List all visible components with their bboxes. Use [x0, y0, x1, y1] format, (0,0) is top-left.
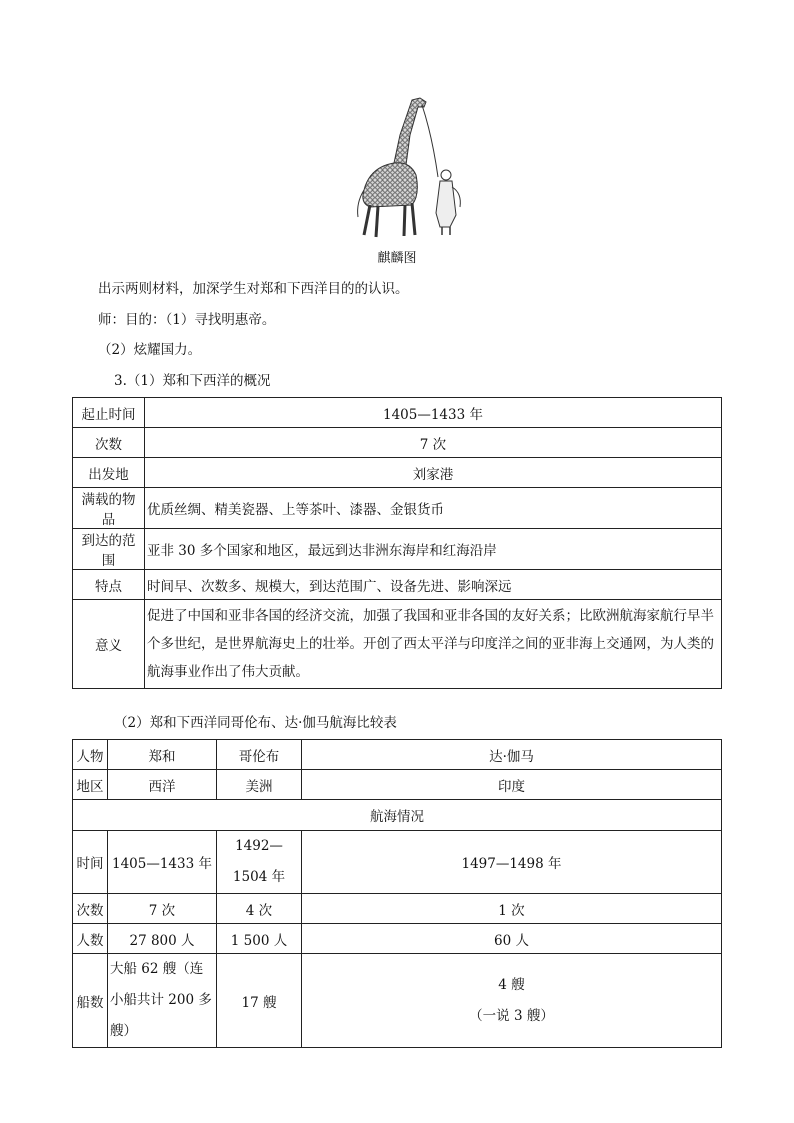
table-cell-value: 时间早、次数多、规模大，到达范围广、设备先进、影响深远	[145, 570, 722, 600]
ships-count: 4 艘	[498, 976, 525, 993]
table-cell-value: 刘家港	[145, 458, 722, 488]
table-row	[73, 600, 722, 689]
figure-caption: 麒麟图	[377, 251, 417, 266]
table-cell-key: 出发地	[73, 458, 145, 488]
table-cell: 60 人	[302, 924, 722, 954]
voyage-comparison-table	[72, 739, 722, 1048]
table-row	[73, 570, 722, 600]
table-row	[73, 458, 722, 488]
table-cell: 船数	[73, 954, 108, 1048]
table-cell-value: 7 次	[145, 428, 722, 458]
table-cell: 地区	[73, 770, 108, 800]
table-row	[73, 428, 722, 458]
paragraph-purpose-2: （2）炫耀国力。	[98, 342, 202, 358]
table-cell: 1497—1498 年	[302, 831, 722, 894]
table-cell: 1 500 人	[217, 924, 302, 954]
table-section-title: 航海情况	[73, 800, 722, 831]
table-cell: 27 800 人	[108, 924, 217, 954]
voyage-overview-table	[72, 397, 722, 689]
table-cell: 1 次	[302, 894, 722, 924]
giraffe-illustration	[350, 95, 480, 240]
table-row	[73, 954, 722, 1048]
table-cell-value: 亚非 30 多个国家和地区，最远到达非洲东海岸和红海沿岸	[145, 529, 722, 570]
table-cell: 印度	[302, 770, 722, 800]
table-cell: 4 次	[217, 894, 302, 924]
table-row	[73, 740, 722, 770]
table-cell-value: 促进了中国和亚非各国的经济交流，加强了我国和亚非各国的友好关系；比欧洲航海家航行早半个多世纪，是世界航海史上的壮举。开创了西太平洋与印度洋之间的亚非海上交通网，为人类的航海事业作出了伟大贡献。	[145, 600, 722, 689]
table-cell: 17 艘	[217, 954, 302, 1048]
table-cell-value: 1405—1433 年	[145, 398, 722, 428]
table-cell-ships-dagama	[302, 954, 722, 1048]
table-cell: 人数	[73, 924, 108, 954]
table-cell-key: 次数	[73, 428, 145, 458]
table-cell-key: 满载的物品	[73, 488, 145, 529]
table-cell: 1405—1433 年	[108, 831, 217, 894]
paragraph-material: 出示两则材料，加深学生对郑和下西洋目的的认识。	[98, 281, 409, 297]
table-cell-key: 到达的范围	[73, 529, 145, 570]
table-header-cell: 郑和	[108, 740, 217, 770]
table-cell-value: 优质丝绸、精美瓷器、上等茶叶、漆器、金银货币	[145, 488, 722, 529]
paragraph-purpose-1: 师：目的：（1）寻找明惠帝。	[98, 312, 276, 328]
table-header-cell: 哥伦布	[217, 740, 302, 770]
section-heading-comparison: （2）郑和下西洋同哥伦布、达·伽马航海比较表	[114, 715, 397, 731]
table-row	[73, 831, 722, 894]
table-row	[73, 398, 722, 428]
table-row	[73, 894, 722, 924]
table-row	[73, 770, 722, 800]
table-cell: 1492—1504 年	[217, 831, 302, 894]
section-heading-overview: 3.（1）郑和下西洋的概况	[114, 373, 271, 389]
table-header-cell: 人物	[73, 740, 108, 770]
table-row	[73, 800, 722, 831]
table-row	[73, 529, 722, 570]
table-row	[73, 924, 722, 954]
table-cell: 时间	[73, 831, 108, 894]
ships-note: （一说 3 艘）	[469, 1007, 554, 1024]
table-row	[73, 488, 722, 529]
table-cell: 西洋	[108, 770, 217, 800]
table-cell: 7 次	[108, 894, 217, 924]
table-cell-key: 意义	[73, 600, 145, 689]
table-cell: 大船 62 艘（连小船共计 200 多艘）	[108, 954, 217, 1048]
table-header-cell: 达·伽马	[302, 740, 722, 770]
table-cell-key: 起止时间	[73, 398, 145, 428]
table-cell: 次数	[73, 894, 108, 924]
table-cell: 美洲	[217, 770, 302, 800]
table-cell-key: 特点	[73, 570, 145, 600]
